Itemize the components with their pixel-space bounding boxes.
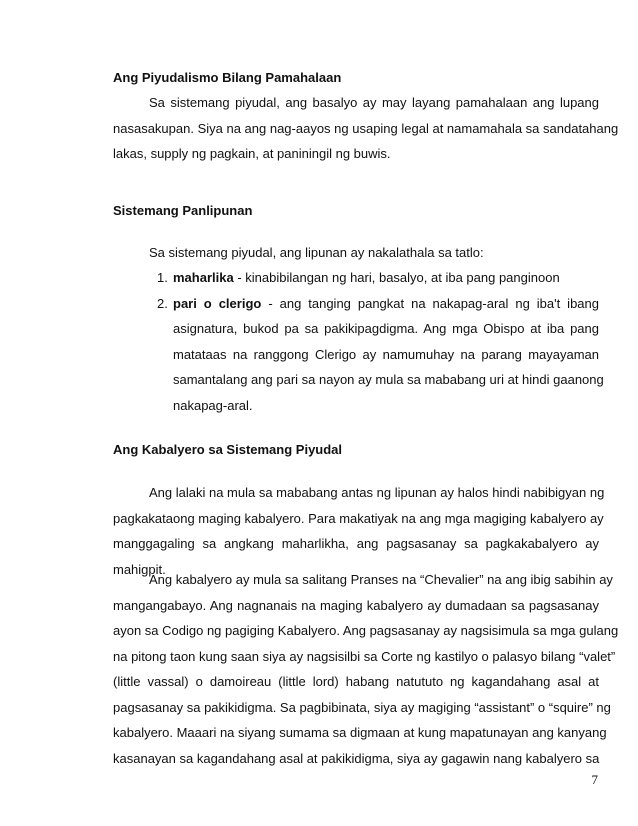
paragraph-line: Sa sistemang piyudal, ang basalyo ay may layang pamahalaan ang lupang [149, 95, 599, 110]
social-class-list [113, 265, 604, 418]
list-item-term: pari o clerigo [173, 295, 262, 311]
page-number: 7 [591, 772, 598, 787]
list-item [113, 291, 604, 419]
paragraph-panlipunan-intro [113, 240, 599, 266]
list-item [113, 265, 599, 291]
paragraph-line: pagkakataong maging kabalyero. Para makatiyak na ang mga magiging kabalyero ay [113, 510, 604, 526]
paragraph-line: Ang lalaki na mula sa mababang antas ng lipunan ay halos hindi nabibigyan ng [149, 485, 605, 500]
paragraph-line: Ang kabalyero ay mula sa salitang Pranses na “Chevalier” na ang ibig sabihin ay [149, 572, 613, 587]
list-item-number: 1. [157, 270, 168, 285]
list-item-text: - kinabibilangan ng hari, basalyo, at iba pang panginoon [237, 270, 560, 285]
list-item-text: matataas na ranggong Clerigo ay namumuhay na parang mayayaman [173, 346, 599, 362]
paragraph-kabalyero-2 [113, 567, 619, 771]
paragraph-line: nasasakupan. Siya na ang nag-aayos ng usaping legal at namamahala sa sandatahang [113, 120, 619, 136]
section-heading-kabalyero: Ang Kabalyero sa Sistemang Piyudal [113, 442, 343, 457]
section-heading-panlipunan: Sistemang Panlipunan [113, 203, 253, 218]
paragraph-line: kasanayan sa kagandahang asal at pakikidigma, siya ay gagawin nang kabalyero sa [113, 750, 600, 766]
paragraph-line: ayon sa Codigo ng pagiging Kabalyero. Ang pagsasanay ay nagsisimula sa mga gulang [113, 623, 619, 638]
paragraph-line: manggagaling sa angkang maharlikha, ang pagsasanay sa pagkakabalyero ay [113, 536, 599, 551]
list-item-text: - ang tanging pangkat na nakapag-aral ng iba't ibang [268, 295, 599, 311]
paragraph-line: pagsasanay sa pakikidigma. Sa pagbibinata, siya ay magiging “assistant” o “squire” ng [113, 699, 611, 715]
paragraph-line: na pitong taon kung saan siya ay nagsisilbi sa Corte ng kastilyo o palasyo bilang “valet” [113, 648, 616, 664]
paragraph-line: kabalyero. Maaari na siyang sumama sa digmaan at kung mapatunayan ang kanyang [113, 725, 607, 740]
paragraph-line: (little vassal) o damoireau (little lord) habang natututo ng kagandahang asal at [113, 674, 599, 689]
paragraph-line: mangangabayo. Ang nagnanais na maging kabalyero ay dumadaan sa pagsasanay [113, 597, 599, 613]
paragraph-line: lakas, supply ng pagkain, at paniningil ng buwis. [113, 146, 391, 161]
list-item-text: samantalang ang pari sa nayon ay mula sa mababang uri at hindi gaanong [173, 372, 604, 387]
paragraph-line: mahigpit. [113, 561, 166, 577]
paragraph-line: Sa sistemang piyudal, ang lipunan ay nakalathala sa tatlo: [149, 245, 484, 260]
list-item-text: asignatura, bukod pa sa pakikipagdigma. Ang mga Obispo at iba pang [173, 321, 599, 336]
list-item-text: nakapag-aral. [173, 397, 253, 413]
section-heading-piyudalismo: Ang Piyudalismo Bilang Pamahalaan [113, 70, 342, 85]
paragraph-piyudalismo [113, 90, 619, 167]
list-item-number: 2. [157, 295, 168, 311]
list-item-term: maharlika [173, 270, 234, 285]
